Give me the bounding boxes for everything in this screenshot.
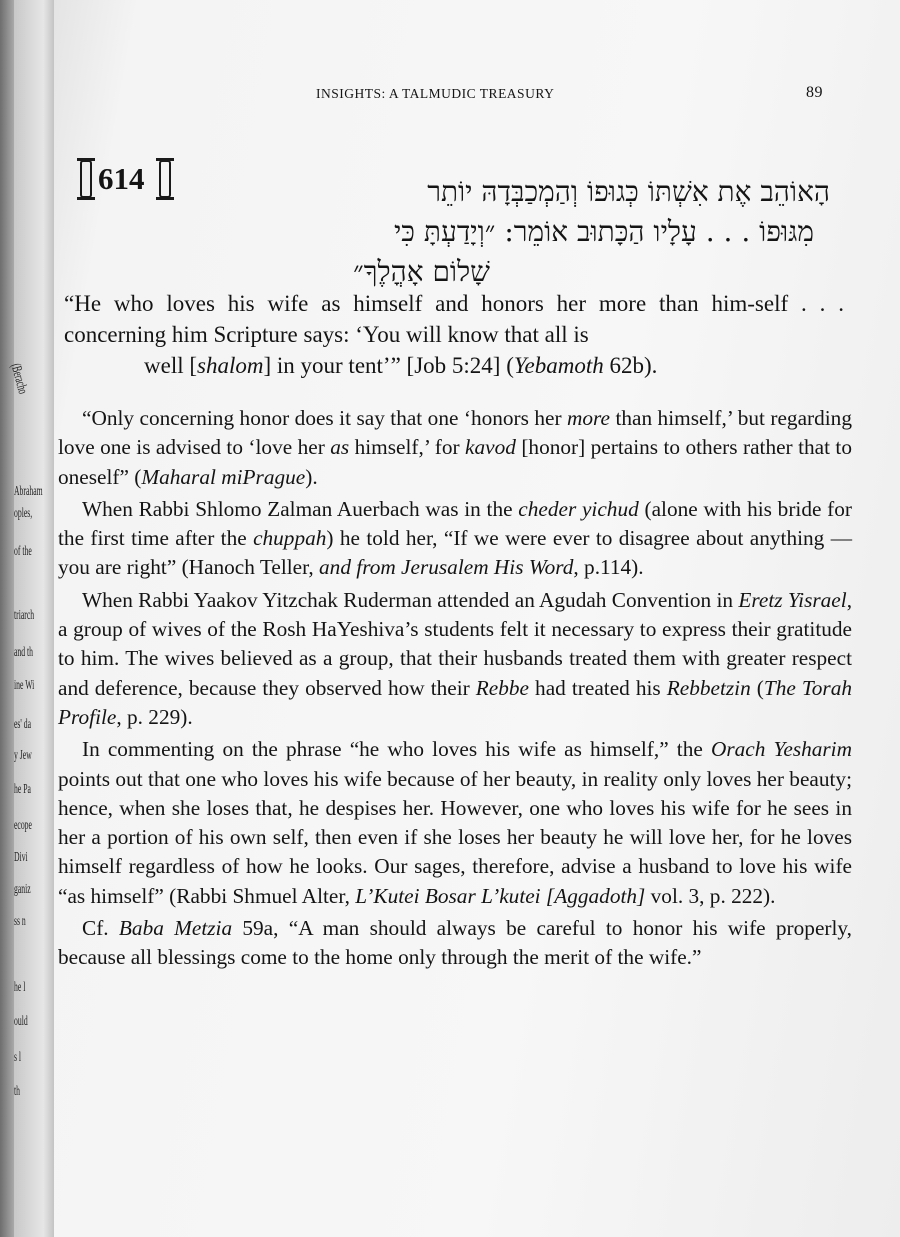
bracket-left-icon: [80, 160, 92, 198]
margin-fragment: he l: [14, 980, 26, 995]
margin-fragment: y Jew: [14, 748, 32, 763]
text-run: (alone with his bride for the first time after the: [58, 496, 853, 551]
source-citation: L’Kutei Bosar L’kutei [Aggadoth]: [355, 883, 646, 908]
text-run: himself,’ for: [349, 435, 466, 460]
source-citation: Orach Yesharim: [710, 737, 852, 762]
margin-fragment: he Pa: [14, 782, 31, 797]
previous-page-edge: [7, 0, 56, 1237]
margin-fragment: triarch: [14, 608, 35, 623]
italic-term: Rebbe: [475, 675, 530, 700]
text-run: had treated his: [529, 675, 667, 700]
margin-fragment: ss n: [14, 914, 26, 929]
paragraph: [58, 735, 852, 911]
italic-term: as: [330, 435, 350, 460]
text-run: ) he told her, “If we were ever to disagree about anything — you are right” (Hanoch Teller,: [58, 526, 852, 580]
source-citation: Baba Metzia: [118, 916, 233, 941]
source-citation: and from Jerusalem His Word: [319, 555, 574, 580]
margin-fragment: Divi: [14, 850, 28, 865]
margin-fragment: oples,: [14, 506, 33, 521]
italic-term: Eretz Yisrael: [738, 587, 847, 612]
text-run: well [: [144, 353, 198, 378]
italic-term: shalom: [197, 353, 264, 378]
paragraph: [58, 495, 852, 583]
text-run: , p. 229).: [116, 704, 193, 729]
bracket-right-icon: [159, 160, 171, 198]
running-title: INSIGHTS: A TALMUDIC TREASURY: [316, 86, 555, 101]
translation: [64, 288, 844, 381]
margin-fragment: es' da: [14, 717, 31, 732]
paragraph: [58, 914, 852, 973]
italic-term: kavod: [465, 435, 516, 460]
hebrew-source-text: [190, 172, 830, 292]
source-citation: Maharal miPrague: [141, 464, 306, 489]
text-run: (: [750, 675, 764, 700]
margin-fragment: and th: [14, 645, 34, 660]
text-run: ).: [305, 464, 318, 489]
text-run: ] in your tent’” [Job 5:24] (: [263, 353, 514, 378]
margin-fragment: of the: [14, 544, 32, 559]
page-number: 89: [806, 84, 823, 101]
margin-fragment: ine Wi: [14, 678, 35, 693]
paragraph: [58, 586, 852, 732]
text-run: points out that one who loves his wife because of her beauty, in reality only loves her beauty; hence, when she loses that, he despises her. However, one who loves his wife for he sees in her a portion of his own self, then even if she loses her beauty he will love her, for he loves himself regardless of how he looks. Our sages, therefore, advise a husband to love his wife “as himself” (Rabbi Shmuel Alter,: [58, 766, 852, 908]
hebrew-line: הָאוֹהֵב אֶת אִשְׁתּוֹ כְּגוּפוֹ וְהַמְכַבְּדָהּ יוֹתֵר: [427, 175, 830, 208]
margin-fragment: ganiz: [14, 882, 31, 897]
source-citation: Yebamoth: [513, 353, 604, 378]
translation-text: “He who loves his wife as himself and honors her more than him-self . . . concerning him Scripture says: ‘You will know that all is: [64, 291, 844, 347]
italic-term: cheder yichud: [518, 496, 639, 521]
translation-line-end: [64, 350, 844, 381]
margin-fragment: s l: [14, 1050, 22, 1065]
binding-gutter: [0, 0, 14, 1237]
entry-number: [74, 160, 177, 198]
margin-fragment: ecope: [14, 818, 32, 833]
hebrew-line: מִגּוּפוֹ . . . עָלָיו הַכָּתוּב אוֹמֵר: ״וְיָדַעְתָּ כִּי: [393, 215, 814, 248]
paragraph: [58, 404, 852, 492]
text-run: In commenting on the phrase “he who loves his wife as himself,” the: [82, 737, 711, 762]
margin-fragment: (Beracho: [7, 362, 30, 396]
source-citation: The Torah Profile: [58, 675, 852, 729]
text-run: vol. 3, p. 222).: [645, 883, 776, 908]
italic-term: more: [567, 406, 610, 430]
text-run: [honor] pertains to others rather that to oneself” (: [58, 435, 853, 489]
italic-term: Rebbetzin: [666, 675, 751, 700]
text-run: , p.114).: [573, 555, 644, 580]
margin-fragment: th: [14, 1084, 20, 1099]
text-run: , a group of wives of the Rosh HaYeshiva’s students felt it necessary to express their gratitude to him. The wives believed as a group, that their husbands treated them with greater respect and deference, because they observed how their: [58, 587, 853, 700]
book-page: [54, 0, 900, 1237]
text-run: When Rabbi Shlomo Zalman Auerbach was in the: [82, 496, 519, 521]
text-run: than himself,’ but regarding love one is advised to ‘love her: [58, 406, 852, 460]
text-run: 59a, “A man should always be careful to honor his wife properly, because all blessings come to the home only through the merit of the wife.”: [58, 916, 853, 970]
text-run: “Only concerning honor does it say that one ‘honors her: [82, 406, 568, 430]
hebrew-line: שָׁלוֹם אָהֳלֶךָ״: [353, 255, 490, 288]
text-run: 62b).: [603, 353, 658, 378]
commentary: [58, 404, 852, 973]
text-run: Cf.: [82, 916, 119, 941]
entry-number-text: 614: [98, 161, 145, 196]
margin-fragment: Abraham: [14, 484, 43, 499]
text-run: When Rabbi Yaakov Yitzchak Ruderman attended an Agudah Convention in: [82, 587, 739, 612]
italic-term: chuppah: [253, 526, 327, 551]
margin-fragment: ould: [14, 1014, 28, 1029]
